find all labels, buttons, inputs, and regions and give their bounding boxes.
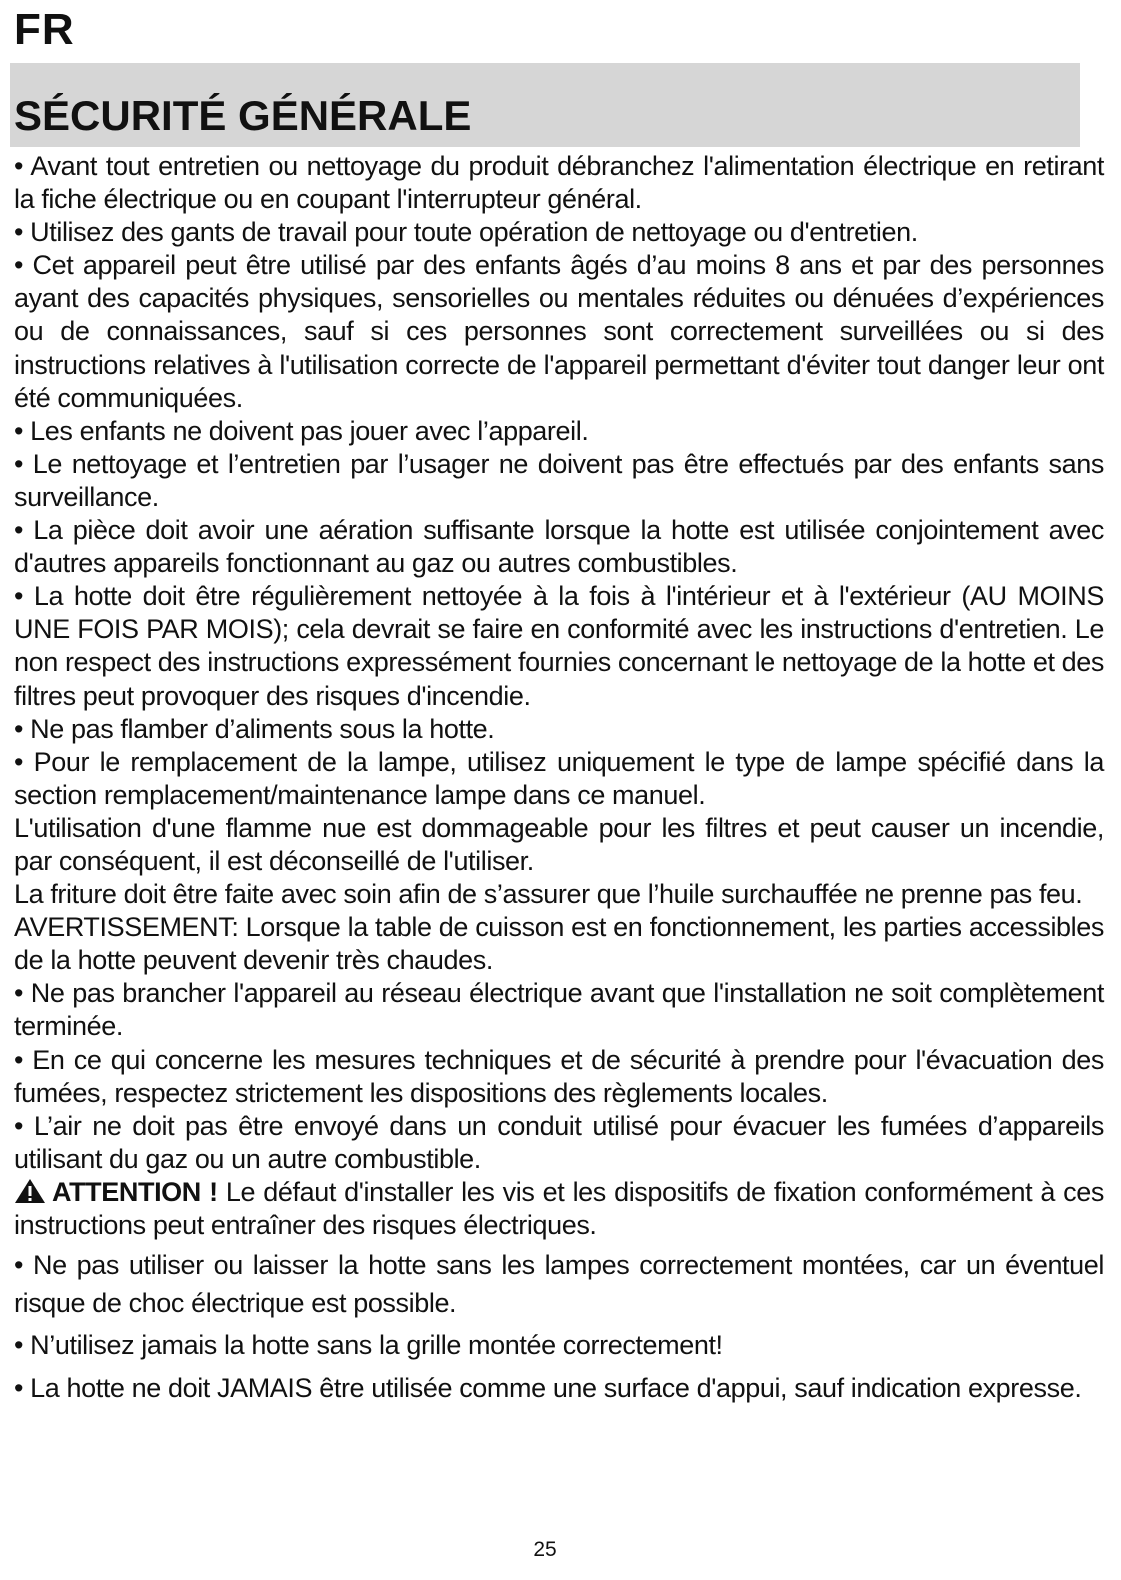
paragraph-regular-cleaning: • La hotte doit être régulièrement nettoyée à la fois à l'intérieur et à l'extérieur (AU MOINS UNE FOIS PAR MOIS); cela devrait se faire en conformité avec les instructions d'entretien. Le non respect des instructions expressément fournies concernant le nettoyage de la hotte et des filtres peut provoquer des risques d'incendie. [14, 581, 1104, 711]
paragraph-lamps-mounted: • Ne pas utiliser ou laisser la hotte sans les lampes correctement montées, car un éventuel risque de choc électrique est possible. [14, 1250, 1104, 1318]
safety-instructions [14, 150, 1104, 1407]
paragraph-frying: La friture doit être faite avec soin afin de s’assurer que l’huile surchauffée ne prenne pas feu. [14, 879, 1083, 910]
paragraph-grille: • N’utilisez jamais la hotte sans la grille montée correctement! [14, 1330, 723, 1361]
paragraph-children-persons: • Cet appareil peut être utilisé par des enfants âgés d’au moins 8 ans et par des personnes ayant des capacités physiques, sensorielles ou mentales réduites ou dénuées d’expériences ou de connaissances, sauf si ces personnes sont correctement surveillées ou si des instructions relatives à l'utilisation correcte de l'appareil permettant d'éviter tout danger leur ont été communiquées. [14, 250, 1104, 413]
warning-triangle-icon [14, 1178, 46, 1204]
section-title: SÉCURITÉ GÉNÉRALE [14, 92, 472, 139]
attention-paragraph [14, 1176, 1104, 1242]
paragraph-air-duct: • L’air ne doit pas être envoyé dans un conduit utilisé pour évacuer les fumées d’appareils utilisant du gaz ou un autre combustible. [14, 1110, 1104, 1174]
paragraph-fume-regulations: • En ce qui concerne les mesures techniques et de sécurité à prendre pour l'évacuation des fumées, respectez strictement les dispositions des règlements locales. [14, 1044, 1104, 1108]
paragraph-warning-hot: AVERTISSEMENT: Lorsque la table de cuisson est en fonctionnement, les parties accessibles de la hotte peuvent devenir très chaudes. [14, 912, 1104, 976]
paragraph-support-surface: • La hotte ne doit JAMAIS être utilisée comme une surface d'appui, sauf indication expresse. [14, 1372, 1082, 1403]
paragraph-cleaning-children: • Le nettoyage et l’entretien par l’usager ne doivent pas être effectués par des enfants sans surveillance. [14, 448, 1104, 512]
paragraph-ventilation: • La pièce doit avoir une aération suffisante lorsque la hotte est utilisée conjointement avec d'autres appareils fonctionnant au gaz ou autres combustibles. [14, 515, 1104, 579]
section-heading-bar [10, 63, 1080, 147]
attention-text: Le défaut d'installer les vis et les dispositifs de fixation conformément à ces instructions peut entraîner des risques électriques. [14, 1176, 1104, 1240]
attention-label: ATTENTION ! [52, 1176, 218, 1207]
paragraph-lamp-replacement: • Pour le remplacement de la lampe, utilisez uniquement le type de lampe spécifié dans la section remplacement/maintenance lampe dans ce manuel. [14, 746, 1104, 810]
paragraph-no-flambe: • Ne pas flamber d’aliments sous la hotte. [14, 713, 495, 744]
language-code: FR [14, 5, 75, 54]
page-number: 25 [533, 1538, 557, 1561]
paragraph-no-connect: • Ne pas brancher l'appareil au réseau électrique avant que l'installation ne soit complètement terminée. [14, 978, 1104, 1042]
paragraph-unplug: • Avant tout entretien ou nettoyage du produit débranchez l'alimentation électrique en retirant la fiche électrique ou en coupant l'interrupteur général. [14, 151, 1104, 215]
paragraph-open-flame: L'utilisation d'une flamme nue est dommageable pour les filtres et peut causer un incendie, par conséquent, il est déconseillé de l'utiliser. [14, 812, 1104, 876]
paragraph-children-play: • Les enfants ne doivent pas jouer avec l’appareil. [14, 415, 589, 446]
paragraph-gloves: • Utilisez des gants de travail pour toute opération de nettoyage ou d'entretien. [14, 217, 918, 248]
